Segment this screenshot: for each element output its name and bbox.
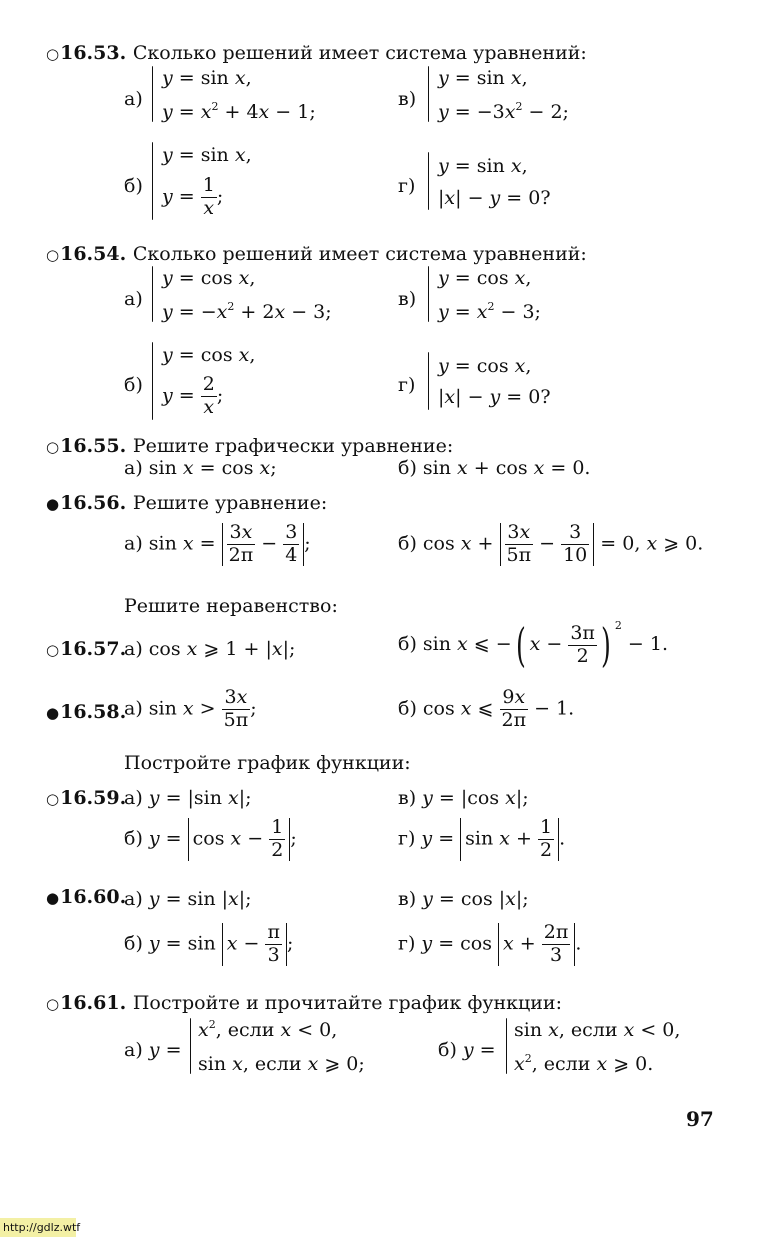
system-brace: [152, 142, 153, 220]
system-brace: [428, 266, 429, 322]
equation: б) sin x + cos x = 0.: [398, 457, 591, 479]
filled-circle-marker: ●: [46, 704, 60, 722]
system-brace: [152, 66, 153, 122]
problem-16-60-header: ●16.60.: [46, 886, 127, 908]
equation: а) y = sin |x|;: [124, 888, 252, 910]
equation: б) y = cos x − $\frac{1}{2}$ ;: [124, 816, 297, 861]
equation: y = $\frac{1}{x}$ ;: [162, 174, 224, 219]
equation: y = $\frac{2}{x}$ ;: [162, 373, 224, 418]
footer-url[interactable]: http://gdlz.wtf: [0, 1218, 76, 1237]
equation: а) sin x > $\frac{3x}{5\pi}$ ;: [124, 686, 257, 731]
open-circle-marker: ○: [46, 45, 60, 63]
equation: |x| − y = 0?: [438, 187, 551, 209]
filled-circle-marker: ●: [46, 495, 60, 513]
open-circle-marker: ○: [46, 995, 60, 1013]
system-brace: [428, 152, 429, 210]
equation: б) cos x ⩽ $\frac{9x}{2\pi}$ − 1.: [398, 686, 575, 731]
equation: $y = -x^2 + 2x - 3$;: [162, 300, 332, 323]
section-heading: Постройте график функции:: [124, 752, 411, 774]
open-circle-marker: ○: [46, 641, 60, 659]
system-brace: [152, 342, 153, 420]
label-b: б): [124, 175, 143, 197]
equation: $x^2$, если x ⩾ 0.: [514, 1052, 654, 1075]
problem-16-55-header: ○16.55. Решите графически уравнение:: [46, 435, 454, 457]
equation: y = cos x,: [438, 355, 532, 377]
system-brace: [428, 66, 429, 122]
equation: б) y = sin x − $\frac{\pi}{3}$ ;: [124, 921, 294, 966]
label-a: а): [124, 288, 143, 310]
label-g: г): [398, 374, 416, 396]
open-circle-marker: ○: [46, 438, 60, 456]
equation: y = sin x,: [438, 67, 528, 89]
system-brace: [428, 352, 429, 410]
equation: б) cos x + $\frac{3x}{5\pi}$ − $\frac{3}{10}$ = 0, x ⩾ 0.: [398, 521, 704, 566]
equation: г) y = cos x + $\frac{2\pi}{3}$ .: [398, 921, 582, 966]
equation: y = sin x,: [162, 144, 252, 166]
equation: г) y = sin x + $\frac{1}{2}$ .: [398, 816, 566, 861]
problem-16-53-header: ○16.53. Сколько решений имеет система уравнений:: [46, 42, 587, 64]
equation: в) y = |cos x|;: [398, 787, 529, 809]
equation: y = cos x,: [438, 267, 532, 289]
problem-16-56-header: ●16.56. Решите уравнение:: [46, 492, 328, 514]
equation: sin x, если x ⩾ 0;: [198, 1053, 365, 1075]
equation: а) cos x ⩾ 1 + |x|;: [124, 638, 296, 660]
equation: y = cos x,: [162, 344, 256, 366]
label-g: г): [398, 175, 416, 197]
equation: $x^2$, если x < 0,: [198, 1018, 338, 1041]
equation: а) sin x = cos x;: [124, 457, 277, 479]
equation: $y = -3x^2 - 2$;: [438, 100, 569, 123]
label-v: в): [398, 288, 417, 310]
equation: а) y = |sin x|;: [124, 787, 252, 809]
filled-circle-marker: ●: [46, 889, 60, 907]
piecewise-brace: [190, 1018, 191, 1074]
equation-label: б) y =: [438, 1039, 496, 1061]
problem-16-54-header: ○16.54. Сколько решений имеет система уравнений:: [46, 243, 587, 265]
equation: y = sin x,: [162, 67, 252, 89]
problem-16-57-header: ○16.57.: [46, 638, 127, 660]
page-number: 97: [686, 1107, 714, 1131]
equation: y = sin x,: [438, 155, 528, 177]
equation: $y = x^2 + 4x - 1$;: [162, 100, 316, 123]
problem-16-58-header: ●16.58.: [46, 701, 127, 723]
equation-label: а) y =: [124, 1039, 182, 1061]
label-b: б): [124, 374, 143, 396]
label-v: в): [398, 88, 417, 110]
equation: в) y = cos |x|;: [398, 888, 529, 910]
problem-16-61-header: ○16.61. Постройте и прочитайте график функции:: [46, 992, 562, 1014]
equation: y = cos x,: [162, 267, 256, 289]
problem-16-59-header: ○16.59.: [46, 787, 127, 809]
equation: sin x, если x < 0,: [514, 1019, 681, 1041]
piecewise-brace: [506, 1018, 507, 1074]
open-circle-marker: ○: [46, 790, 60, 808]
section-heading: Решите неравенство:: [124, 595, 338, 617]
equation: |x| − y = 0?: [438, 386, 551, 408]
system-brace: [152, 266, 153, 322]
equation: а) sin x = $\frac{3x}{2\pi}$ − $\frac{3}{4}$ ;: [124, 521, 311, 566]
equation: б) sin x ⩽ −( x − $\frac{3\pi}{2}$ ) $^2$ − 1.: [398, 618, 668, 672]
equation: $y = x^2 - 3$;: [438, 300, 541, 323]
label-a: а): [124, 88, 143, 110]
open-circle-marker: ○: [46, 246, 60, 264]
